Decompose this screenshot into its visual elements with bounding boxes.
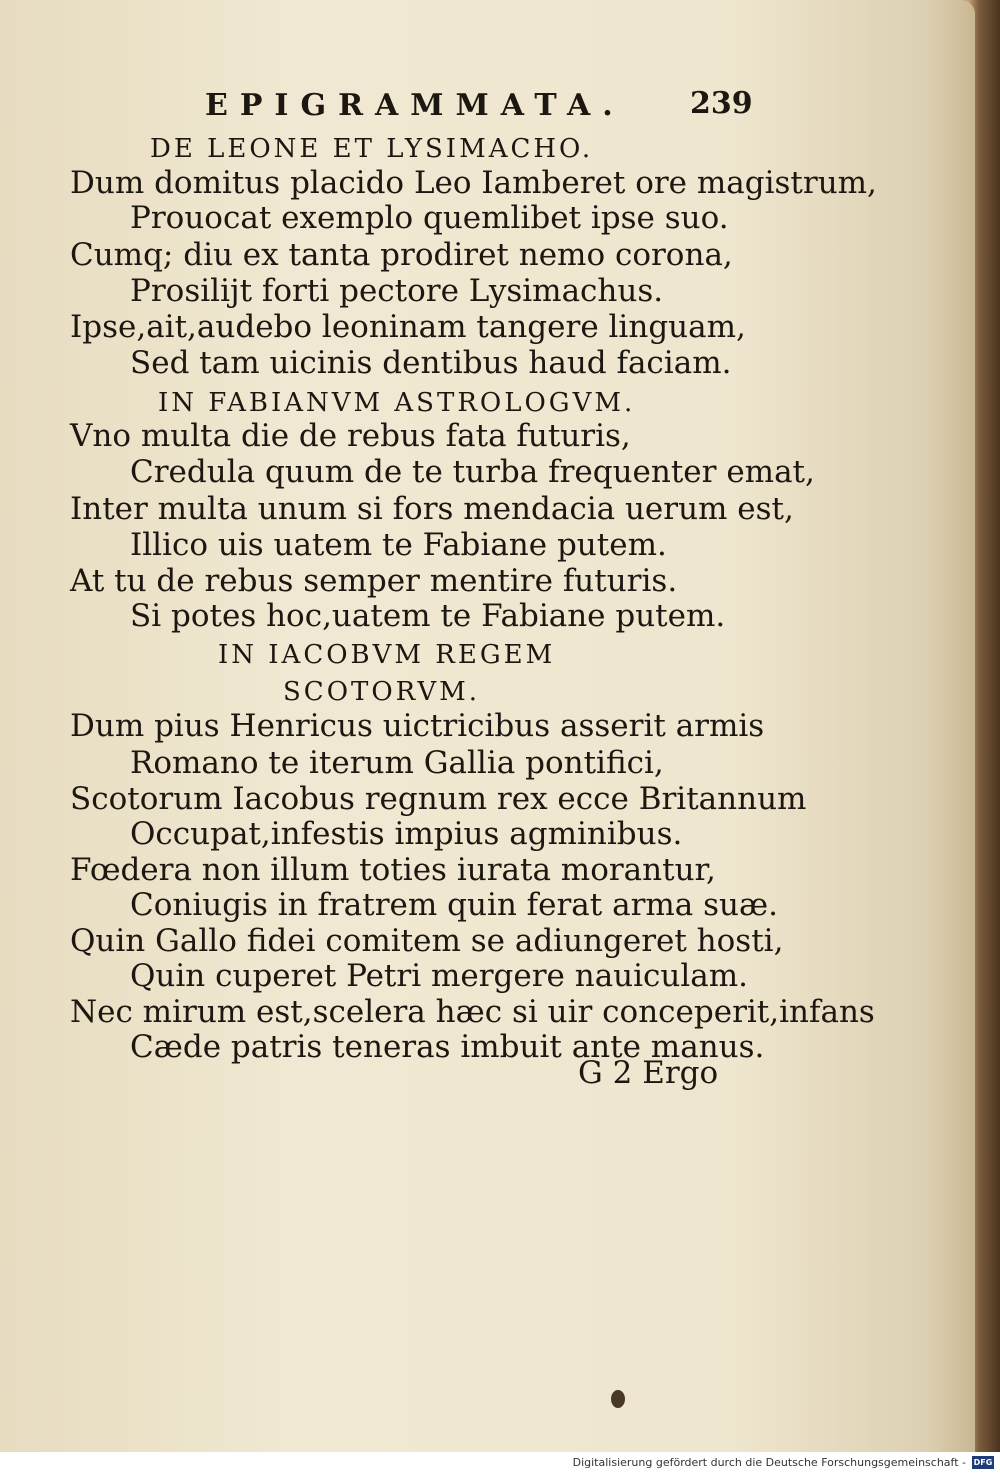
verse-line: Inter multa unum si fors mendacia uerum est,	[70, 491, 794, 527]
verse-line: Nec mirum est,scelera hæc si uir conceperit,infans	[70, 994, 875, 1030]
dfg-logo-icon: DFG	[973, 1458, 993, 1467]
verse-line: Quin Gallo fidei comitem se adiungeret hosti,	[70, 923, 784, 959]
verse-line: Ipse,ait,audebo leoninam tangere linguam,	[70, 309, 746, 345]
verse-line: Quin cuperet Petri mergere nauiculam.	[130, 958, 749, 994]
running-head: EPIGRAMMATA.	[205, 88, 625, 123]
verse-line: Prosilijt forti pectore Lysimachus.	[130, 273, 664, 309]
verse-line: Illico uis uatem te Fabiane putem.	[130, 527, 667, 563]
footer-bar	[0, 1452, 1000, 1473]
verse-line: Romano te iterum Gallia pontifici,	[130, 745, 664, 781]
verse-line: Occupat,infestis impius agminibus.	[130, 816, 683, 852]
verse-line: Vno multa die de rebus fata futuris,	[70, 418, 631, 454]
verse-line: Dum domitus placido Leo Iamberet ore magistrum,	[70, 165, 877, 201]
poem-title-3b: SCOTORVM.	[283, 677, 480, 707]
verse-line: At tu de rebus semper mentire futuris.	[70, 563, 678, 599]
verse-line: Credula quum de te turba frequenter emat,	[130, 454, 815, 490]
verse-line: Coniugis in fratrem quin ferat arma suæ.	[130, 887, 779, 923]
footer-credit: Digitalisierung gefördert durch die Deutsche Forschungsgemeinschaft -	[572, 1456, 966, 1469]
verse-line: Dum pius Henricus uictricibus asserit armis	[70, 708, 765, 744]
verse-line: Sed tam uicinis dentibus haud faciam.	[130, 345, 732, 381]
verse-line: Prouocat exemplo quemlibet ipse suo.	[130, 200, 729, 236]
verse-line: Scotorum Iacobus regnum rex ecce Britannum	[70, 781, 807, 817]
verse-line: Si potes hoc,uatem te Fabiane putem.	[130, 598, 726, 634]
poem-title-3a: IN IACOBVM REGEM	[218, 640, 556, 670]
verse-line: Cumq; diu ex tanta prodiret nemo corona,	[70, 237, 733, 273]
folio-number: 239	[690, 86, 753, 121]
verse-line: Cæde patris teneras imbuit ante manus.	[130, 1029, 765, 1065]
signature-catchword: G 2 Ergo	[578, 1055, 719, 1091]
poem-title-1: DE LEONE ET LYSIMACHO.	[150, 134, 594, 164]
ink-spot	[611, 1390, 625, 1408]
poem-title-2: IN FABIANVM ASTROLOGVM.	[158, 388, 636, 418]
verse-line: Fœdera non illum toties iurata morantur,	[70, 852, 716, 888]
